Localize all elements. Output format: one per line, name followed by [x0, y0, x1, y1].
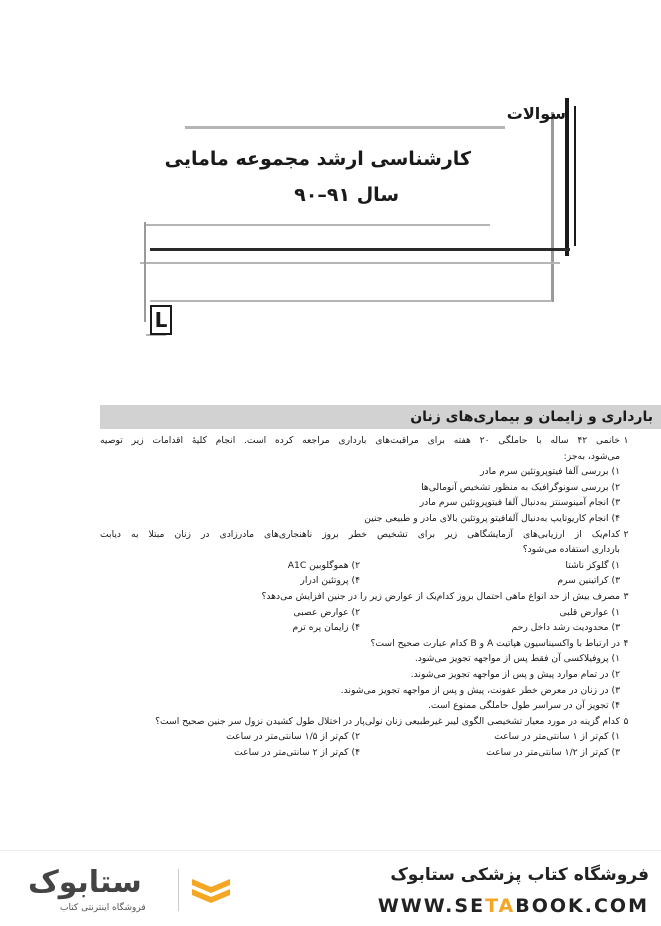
logo-divider [178, 869, 179, 911]
answer-option-row [100, 605, 620, 621]
answer-option: ۲) عوارض عصبی [293, 606, 360, 618]
chapter-letter-box [150, 305, 172, 335]
question-number: ۱ [623, 435, 629, 446]
answer-option: ۴) تجویز آن در سراسر طول حاملگی ممنوع است. [428, 700, 620, 712]
book-title: کارشناسی ارشد مجموعه مامایی [164, 148, 471, 170]
answer-option: ۴) پروتئین ادرار [300, 575, 360, 587]
answer-option: ۴) کم‌تر از ۲ سانتی‌متر در ساعت [234, 746, 360, 758]
answer-option: ۴) انجام کاریوتایپ به‌دنبال آلفافیتو پروتئین بالای مادر و طبیعی جنین [364, 512, 620, 524]
answer-option-row [100, 729, 620, 745]
question-item [100, 433, 629, 527]
question-number: ۲ [623, 528, 629, 540]
book-logo-icon [190, 873, 232, 909]
answer-option: ۳) انجام آمینوسنتز به‌دنبال آلفا فیتوپروتئین سرم مادر [419, 497, 620, 509]
answer-option: ۱) پروفیلاکسی آن فقط پس از مواجهه تجویز می‌شود. [414, 653, 620, 665]
answer-option-row [100, 620, 620, 636]
frame-line [185, 126, 505, 129]
answer-option: ۴) زایمان پره ترم [292, 622, 360, 634]
chapter-letter: L [154, 308, 168, 332]
question-stem-line: کدام گزینه در مورد معیار تشخیصی الگوی لیبر غیرطبیعی زنان نولی‌پار در اختلال طول کشیدن نزول سر جنین صحیح است؟ [155, 715, 620, 727]
question-stem-line: مصرف بیش از حد انواع ماهی احتمال بروز کدام‌یک از عوارض زیر را در جنین افزایش می‌دهد؟ [261, 590, 620, 602]
frame-line [140, 262, 560, 264]
answer-option: ۱) بررسی آلفا فیتوپروتئین سرم مادر [480, 466, 620, 478]
frame-line [144, 222, 146, 322]
frame-line [150, 300, 552, 302]
question-item [100, 589, 629, 636]
question-item [100, 636, 629, 714]
answer-option: ۲) هموگلوبین A1C [287, 559, 360, 571]
chapter-title-bar [100, 405, 661, 429]
year-range: سال ۹۱–۹۰ [294, 184, 399, 206]
store-logo-word: ستابوک [28, 865, 142, 900]
question-stem-line: کدام‌یک از ارزیابی‌های آزمایشگاهی زیر برای تشخیص خطر بروز ناهنجاری‌های مادرزادی در زنان مبتلا به دیابت [100, 528, 620, 540]
frame-line [150, 248, 570, 251]
answer-option-row [100, 573, 620, 589]
section-label: سوالات [506, 104, 566, 123]
frame-line [574, 106, 576, 246]
answer-option: ۱) گلوکز ناشتا [565, 559, 620, 571]
question-stem-line: می‌شود، به‌جز: [563, 450, 620, 462]
frame-line [551, 112, 554, 302]
chapter-title: بارداری و زایمان و بیماری‌های زنان [410, 409, 653, 425]
answer-option-row [100, 558, 620, 574]
question-number: ۳ [623, 590, 629, 602]
answer-option: ۳) در زنان در معرض خطر عفونت، پیش و پس از مواجهه تجویز می‌شوند. [340, 684, 620, 696]
answer-option: ۲) کم‌تر از ۱/۵ سانتی‌متر در ساعت [226, 731, 360, 743]
store-url-accent: TA [485, 895, 516, 917]
answer-option: ۲) بررسی سونوگرافیک به منظور تشخیص آنومالی‌ها [421, 481, 620, 493]
answer-option: ۲) در تمام موارد پیش و پس از مواجهه تجویز می‌شوند. [410, 668, 620, 680]
store-url-part: BOOK.COM [515, 895, 649, 917]
answer-option: ۳) کراتینین سرم [557, 575, 620, 587]
store-url-part: WWW.SE [377, 895, 486, 917]
answer-option-row [100, 745, 620, 761]
answer-option: ۳) محدودیت رشد داخل رحم [511, 622, 620, 634]
question-item [100, 527, 629, 589]
question-item [100, 714, 629, 761]
store-footer [0, 850, 661, 926]
answer-option: ۱) عوارض قلبی [559, 606, 620, 618]
question-number: ۵ [623, 715, 629, 727]
question-stem-line: خانمی ۴۲ ساله با حاملگی ۲۰ هفته برای مراقبت‌های بارداری مراجعه کرده است. انجام کلیهٔ اقدامات زیر توصیه [100, 435, 620, 446]
store-name: فروشگاه کتاب پزشکی ستابوک [390, 865, 649, 885]
question-stem-line: بارداری استفاده می‌شود؟ [522, 544, 620, 556]
question-stem-line: در ارتباط با واکسیناسیون هپاتیت A و B کدام عبارت صحیح است؟ [370, 637, 620, 649]
store-url[interactable] [378, 895, 649, 917]
answer-option: ۱) کم‌تر از ۱ سانتی‌متر در ساعت [494, 731, 620, 743]
question-number: ۴ [623, 637, 629, 649]
answer-option: ۳) کم‌تر از ۱/۲ سانتی‌متر در ساعت [486, 746, 620, 758]
store-logo-subtitle: فروشگاه اینترنتی کتاب [60, 903, 146, 913]
frame-line [144, 224, 490, 226]
question-list [100, 433, 629, 760]
